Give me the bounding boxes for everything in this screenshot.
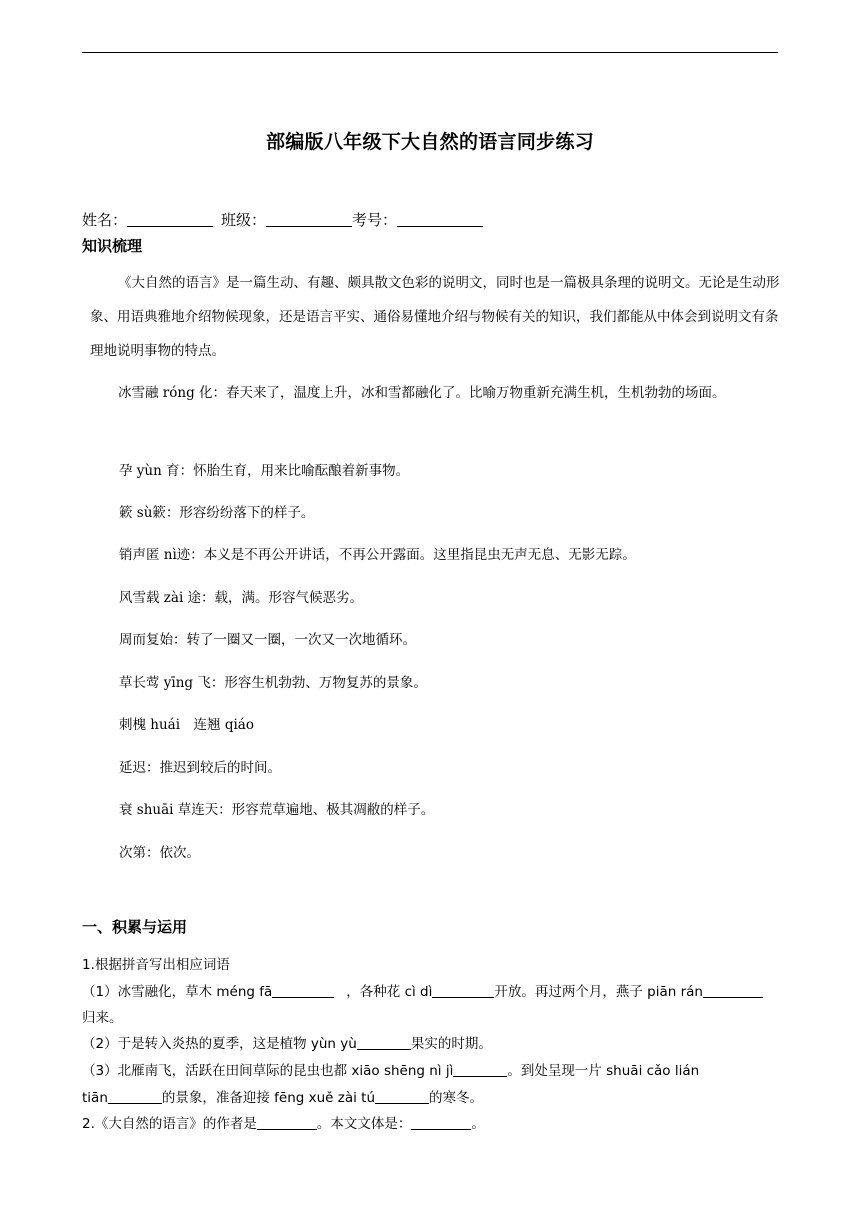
vocab-entry: 延迟：推迟到较后的时间。 [119,760,281,776]
vocab-entry: 销声匿 nì迹：本义是不再公开讲话，不再公开露面。这里指昆虫无声无息、无影无踪。 [119,547,636,563]
q1-1-text-c: 开放。再过两个月，燕子 piān rán [494,984,703,1000]
vocab-entry: 孕 yùn 育：怀胎生育，用来比喻酝酿着新事物。 [119,463,410,479]
answer-blank[interactable] [357,1035,411,1050]
answer-blank[interactable] [703,983,763,998]
class-label: 班级： [221,211,267,229]
q1-3-text-b: 。到处呈现一片 shuāi cǎo lián [507,1063,700,1079]
question-1-3 [82,1059,699,1079]
answer-blank[interactable] [272,983,334,998]
class-field[interactable] [266,211,352,227]
q1-2-text-a: （2）于是转入炎热的夏季，这是植物 yùn yù [82,1036,357,1052]
q1-1-text-a: （1）冰雪融化，草木 méng fā [82,984,273,1000]
q1-3-text-a: （3）北雁南飞，活跃在田间草际的昆虫也都 xiāo shēng nì jì [82,1063,454,1079]
question-2 [82,1112,485,1132]
vocab-entry: 冰雪融 róng 化：春天来了，温度上升，冰和雪都融化了。比喻万物重新充满生机，生机勃勃的场面。 [118,385,726,401]
answer-blank[interactable] [375,1089,429,1104]
question-1-stem: 1.根据拼音写出相应词语 [82,957,230,973]
vocab-entry: 簌 sù簌：形容纷纷落下的样子。 [119,505,315,521]
answer-blank[interactable] [411,1115,471,1130]
question-1-2 [82,1032,492,1052]
question-1-3-cont [82,1086,483,1106]
name-field[interactable] [127,211,213,227]
knowledge-heading: 知识梳理 [82,237,143,255]
q1-1-text-b: ，各种花 cì dì [346,984,433,1000]
q1-3-text-d: 的景象，准备迎接 fēng xuě zài tú [161,1090,376,1106]
vocab-entry: 周而复始：转了一圈又一圈，一次又一次地循环。 [119,632,416,648]
vocab-entry: 草长莺 yīng 飞：形容生机勃勃、万物复苏的景象。 [119,675,427,691]
q2-text-c: 。 [471,1116,485,1132]
q1-3-text-e: 的寒冬。 [429,1090,484,1106]
q2-text-b: 。本文文体是： [316,1116,412,1132]
q2-text-a: 2.《大自然的语言》的作者是 [82,1116,257,1132]
vocab-entry: 衰 shuāi 草连天：形容荒草遍地、极其凋敝的样子。 [119,802,435,818]
vocab-entry: 刺槐 huái 连翘 qiáo [119,717,254,733]
header-rule [82,52,778,53]
question-1-1 [82,980,763,1000]
vocab-entry: 次第：依次。 [119,845,200,861]
q1-3-text-c: tiān [82,1090,108,1106]
name-label: 姓名： [82,211,128,229]
q1-2-text-b: 果实的时期。 [410,1036,492,1052]
section-heading: 一、积累与运用 [82,918,188,936]
answer-blank[interactable] [257,1115,317,1130]
answer-blank[interactable] [453,1062,507,1077]
answer-blank[interactable] [108,1089,162,1104]
knowledge-intro: 《大自然的语言》是一篇生动、有趣、颇具散文色彩的说明文，同时也是一篇极具条理的说明文。无论是生动形象、用语典雅地介绍物候现象，还是语言平实、通俗易懂地介绍与物候有关的知识，我们都能从中体会到说明文有条理地说明事物的特点。 [90,275,780,359]
vocab-entry: 风雪载 zài 途：载，满。形容气候恶劣。 [119,590,364,606]
student-info-line [82,209,483,230]
exam-number-label: 考号： [352,211,398,229]
answer-blank[interactable] [432,983,494,998]
exam-number-field[interactable] [397,211,483,227]
document-title: 部编版八年级下大自然的语言同步练习 [265,131,595,153]
question-1-1-cont: 归来。 [82,1010,123,1026]
